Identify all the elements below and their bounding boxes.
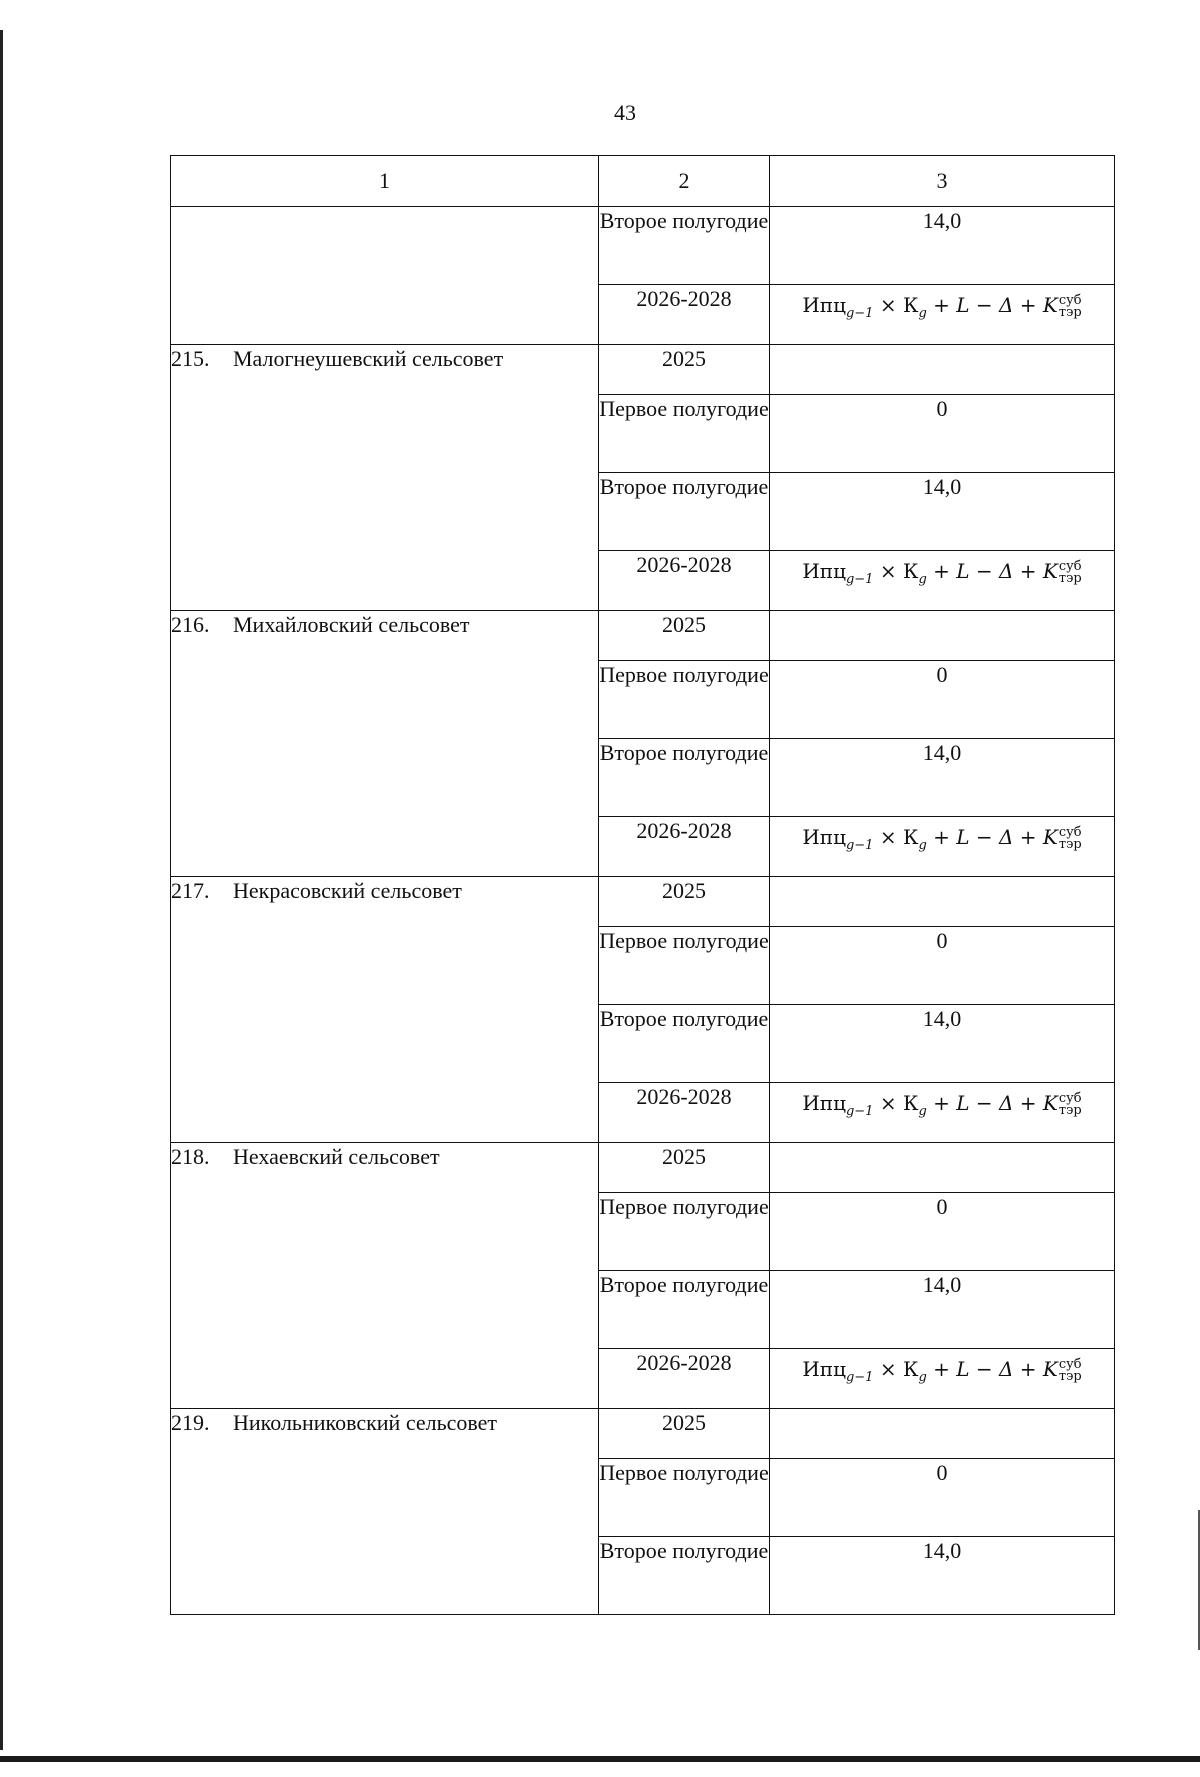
formula-k: К	[902, 825, 919, 849]
formula-base: Ипц	[802, 1091, 846, 1115]
value-cell	[770, 877, 1115, 927]
tariff-formula	[802, 557, 1081, 594]
formula-k: К	[902, 293, 919, 317]
formula-base-sub: g−1	[845, 838, 874, 853]
settlement-name: Некрасовский сельсовет	[233, 878, 462, 903]
period-cell: Второе полугодие	[599, 739, 770, 817]
period-cell: 2025	[599, 1143, 770, 1193]
value-cell: 14,0	[770, 1537, 1115, 1615]
period-cell: Второе полугодие	[599, 207, 770, 285]
header-col-3: 3	[770, 156, 1115, 207]
formula-kter-sub: тэр	[1058, 570, 1082, 586]
settlement-cell	[171, 1409, 599, 1615]
value-cell: 0	[770, 927, 1115, 1005]
formula-kter-sup: суб	[1058, 558, 1082, 574]
period-cell: Первое полугодие	[599, 1193, 770, 1271]
formula-rest: + L − Δ +	[933, 293, 1037, 317]
formula-kter-sup: суб	[1058, 1356, 1082, 1372]
formula-rest: + L − Δ +	[933, 825, 1037, 849]
period-cell: 2026-2028	[599, 1349, 770, 1409]
table-row	[171, 207, 1115, 285]
formula-kter: K	[1042, 293, 1058, 317]
formula-times: ×	[879, 293, 897, 317]
value-cell: 0	[770, 395, 1115, 473]
formula-base: Ипц	[802, 1357, 846, 1381]
table-row	[171, 345, 1115, 395]
carry-over-name-cell	[171, 207, 599, 345]
formula-cell	[770, 285, 1115, 345]
formula-cell	[770, 551, 1115, 611]
period-cell: Первое полугодие	[599, 395, 770, 473]
formula-times: ×	[879, 1357, 897, 1381]
formula-kter-sup: суб	[1058, 824, 1082, 840]
table-row	[171, 1409, 1115, 1459]
settlement-number: 219.	[171, 1410, 210, 1435]
period-cell: Второе полугодие	[599, 473, 770, 551]
tariff-formula	[802, 1355, 1081, 1392]
formula-rest: + L − Δ +	[933, 1091, 1037, 1115]
formula-cell	[770, 1349, 1115, 1409]
scan-left-edge	[0, 30, 3, 1750]
table-row	[171, 877, 1115, 927]
formula-cell	[770, 817, 1115, 877]
period-cell: 2025	[599, 611, 770, 661]
formula-rest: + L − Δ +	[933, 559, 1037, 583]
formula-k-sub: g	[918, 1370, 927, 1385]
header-col-2: 2	[599, 156, 770, 207]
period-cell: Второе полугодие	[599, 1537, 770, 1615]
table-header-row	[171, 156, 1115, 207]
formula-base-sub: g−1	[845, 306, 874, 321]
period-cell: Первое полугодие	[599, 927, 770, 1005]
formula-kter: K	[1042, 1357, 1058, 1381]
formula-times: ×	[879, 1091, 897, 1115]
formula-kter-sup: суб	[1058, 1090, 1082, 1106]
period-cell: 2026-2028	[599, 551, 770, 611]
formula-k-sub: g	[918, 1104, 927, 1119]
period-cell: 2026-2028	[599, 285, 770, 345]
formula-kter-sub: тэр	[1058, 304, 1082, 320]
value-cell	[770, 1409, 1115, 1459]
formula-k-sub: g	[918, 838, 927, 853]
formula-base: Ипц	[802, 293, 846, 317]
formula-times: ×	[879, 559, 897, 583]
period-cell: Первое полугодие	[599, 661, 770, 739]
scan-bottom-edge	[0, 1756, 1200, 1762]
settlement-cell	[171, 1143, 599, 1409]
settlement-name: Михайловский сельсовет	[233, 612, 470, 637]
formula-times: ×	[879, 825, 897, 849]
formula-k-sub: g	[918, 572, 927, 587]
formula-cell	[770, 1083, 1115, 1143]
settlement-cell	[171, 877, 599, 1143]
tariff-formula	[802, 1089, 1081, 1126]
value-cell: 14,0	[770, 1271, 1115, 1349]
settlement-number: 216.	[171, 612, 210, 637]
formula-k: К	[902, 1357, 919, 1381]
tariff-formula	[802, 291, 1081, 328]
period-cell: 2025	[599, 877, 770, 927]
formula-rest: + L − Δ +	[933, 1357, 1037, 1381]
formula-kter-sub: тэр	[1058, 1102, 1082, 1118]
value-cell: 14,0	[770, 473, 1115, 551]
period-cell: 2026-2028	[599, 817, 770, 877]
formula-base-sub: g−1	[845, 572, 874, 587]
value-cell	[770, 1143, 1115, 1193]
period-cell: 2025	[599, 1409, 770, 1459]
formula-kter-sub: тэр	[1058, 1368, 1082, 1384]
settlement-cell	[171, 345, 599, 611]
table-row	[171, 1143, 1115, 1193]
settlement-number: 215.	[171, 346, 210, 371]
formula-base: Ипц	[802, 825, 846, 849]
value-cell: 0	[770, 1193, 1115, 1271]
settlement-name: Нехаевский сельсовет	[233, 1144, 440, 1169]
settlement-number: 217.	[171, 878, 210, 903]
period-cell: 2025	[599, 345, 770, 395]
value-cell: 14,0	[770, 739, 1115, 817]
tariff-formula	[802, 823, 1081, 860]
settlement-name: Малогнеушевский сельсовет	[233, 346, 504, 371]
formula-kter-sup: суб	[1058, 292, 1082, 308]
value-cell: 14,0	[770, 1005, 1115, 1083]
period-cell: Первое полугодие	[599, 1459, 770, 1537]
period-cell: 2026-2028	[599, 1083, 770, 1143]
value-cell: 14,0	[770, 207, 1115, 285]
header-col-1: 1	[171, 156, 599, 207]
table-row	[171, 611, 1115, 661]
value-cell: 0	[770, 1459, 1115, 1537]
settlement-name: Никольниковский сельсовет	[233, 1410, 498, 1435]
settlement-cell	[171, 611, 599, 877]
formula-k: К	[902, 1091, 919, 1115]
tariff-table	[170, 155, 1115, 1615]
value-cell	[770, 345, 1115, 395]
period-cell: Второе полугодие	[599, 1271, 770, 1349]
formula-base: Ипц	[802, 559, 846, 583]
period-cell: Второе полугодие	[599, 1005, 770, 1083]
formula-base-sub: g−1	[845, 1370, 874, 1385]
settlement-number: 218.	[171, 1144, 210, 1169]
formula-k: К	[902, 559, 919, 583]
page-number: 43	[614, 100, 636, 125]
value-cell	[770, 611, 1115, 661]
formula-kter: K	[1042, 1091, 1058, 1115]
formula-kter: K	[1042, 559, 1058, 583]
formula-kter: K	[1042, 825, 1058, 849]
formula-kter-sub: тэр	[1058, 836, 1082, 852]
formula-base-sub: g−1	[845, 1104, 874, 1119]
value-cell: 0	[770, 661, 1115, 739]
formula-k-sub: g	[918, 306, 927, 321]
